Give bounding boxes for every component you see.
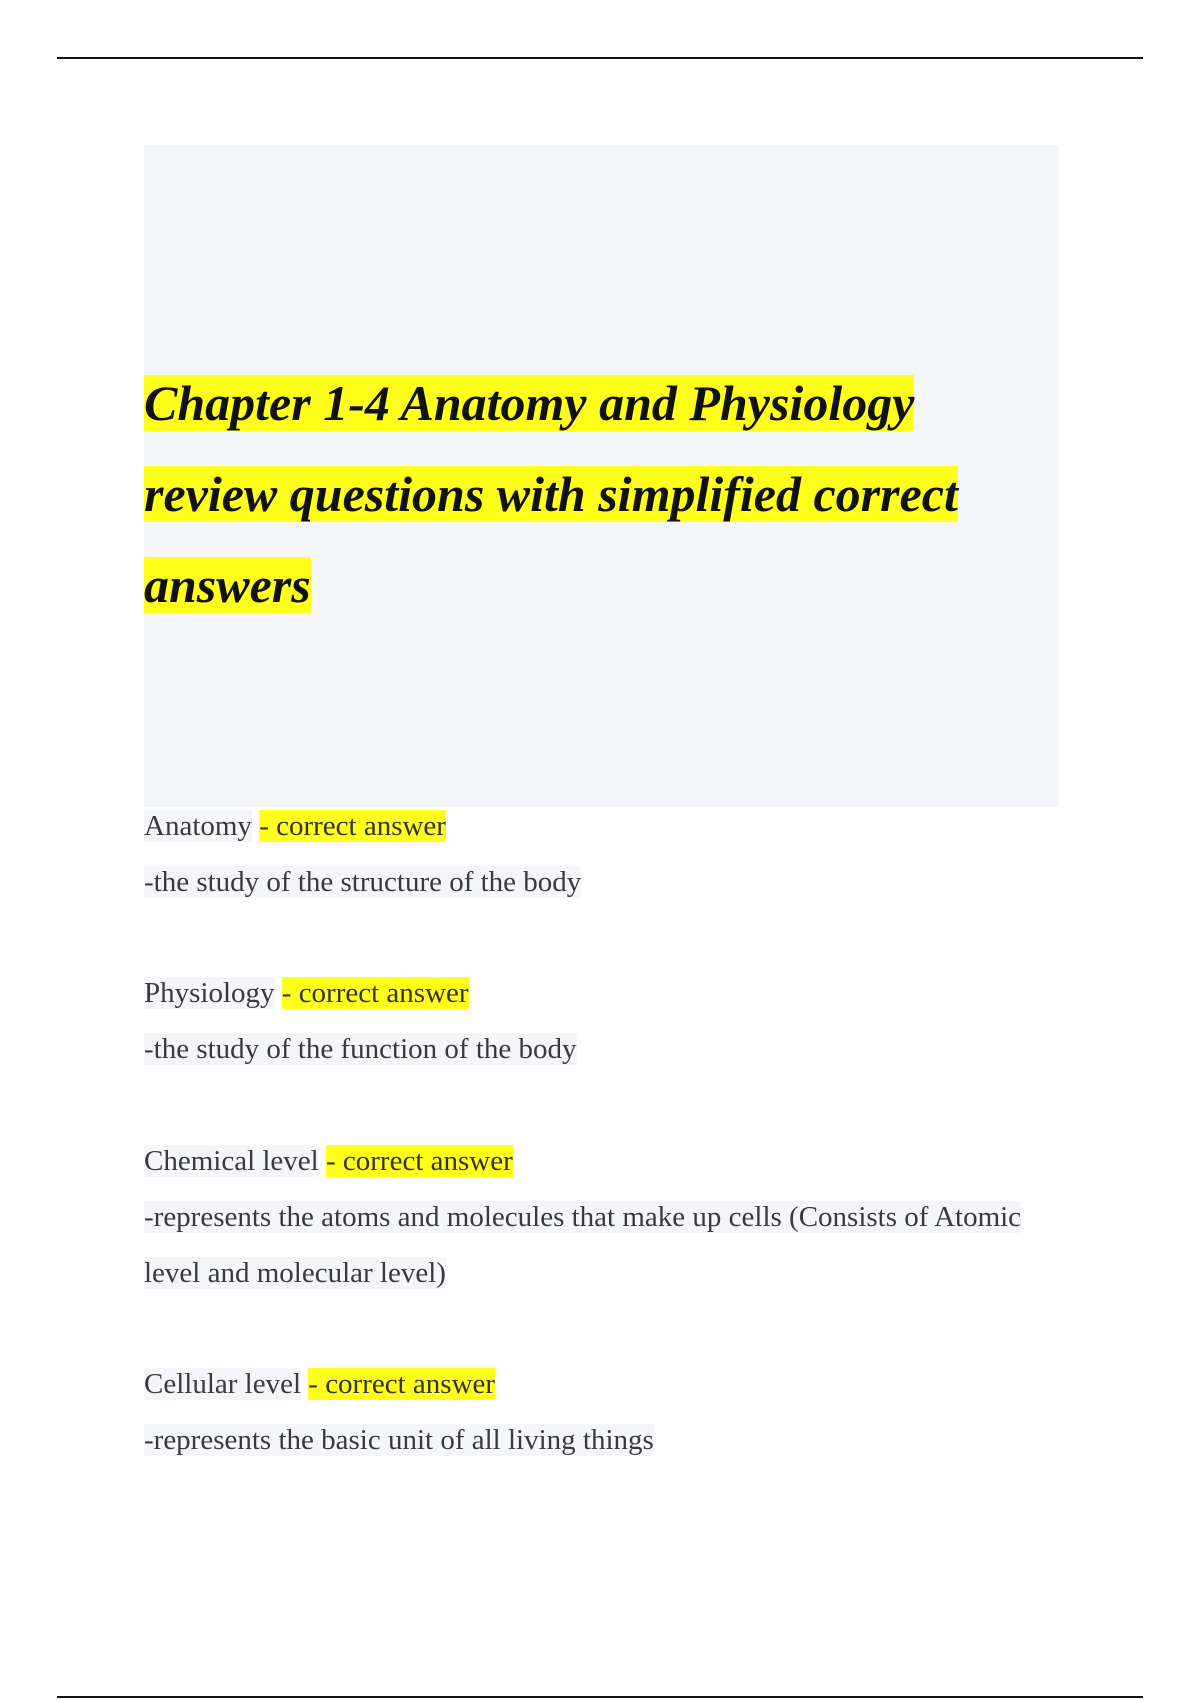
entry-term: Cellular level [144,1368,302,1400]
entry-definition [144,1189,1064,1301]
entry-definition [144,1021,1064,1077]
correct-answer-tag: - correct answer [281,977,469,1009]
correct-answer-tag: - correct answer [308,1368,496,1400]
document-title-text: Chapter 1-4 Anatomy and Physiology review questions with simplified correct answers [144,375,958,613]
qa-entry-cellular-level [144,1356,1064,1468]
qa-entry-physiology [144,965,1064,1077]
entry-definition [144,1412,1064,1468]
entry-term: Physiology [144,977,275,1009]
top-rule [57,57,1143,59]
bottom-rule [57,1696,1143,1698]
qa-entry-anatomy [144,798,1064,910]
correct-answer-tag: - correct answer [326,1145,513,1177]
entry-definition-text: -the study of the structure of the body [144,866,582,898]
correct-answer-tag: - correct answer [259,810,446,842]
document-title [144,358,1044,631]
entry-definition-text: -represents the atoms and molecules that make up cells (Consists of Atomic level and molecular level) [144,1201,1022,1289]
entry-term: Chemical level [144,1145,319,1177]
qa-entry-chemical-level [144,1133,1064,1301]
entry-definition-text: -the study of the function of the body [144,1033,577,1065]
entry-definition [144,854,1064,910]
entry-term: Anatomy [144,810,252,842]
entry-definition-text: -represents the basic unit of all living things [144,1424,654,1456]
